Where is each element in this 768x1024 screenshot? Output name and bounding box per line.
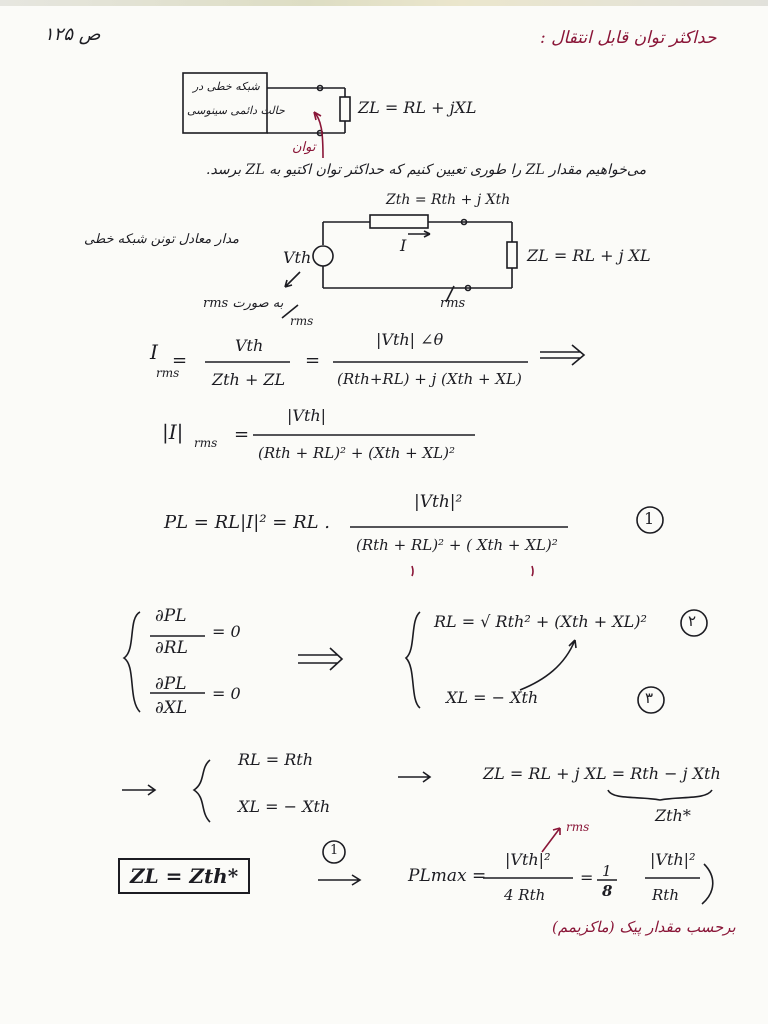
power-arrow-label: توان	[292, 140, 316, 155]
current-label: I	[400, 236, 407, 255]
zl-expression: ZL = RL + j XL = Rth − j Xth	[483, 764, 721, 783]
current-lhs-sub: rms	[156, 366, 180, 380]
solution-xl: XL = − Xth	[446, 688, 539, 707]
thevenin-side-note: مدار معادل تونن شبکه خطی	[84, 232, 239, 247]
pmax-rms-note: rms	[566, 820, 590, 834]
equation-number-2: ۲	[688, 612, 697, 630]
page-number: ص ۱۲۵	[44, 24, 101, 45]
equals-2: =	[234, 424, 250, 445]
pmax-numerator: |Vth|²	[505, 850, 551, 869]
current-lhs: I	[150, 340, 158, 364]
derivative-1-rhs: = 0	[212, 622, 241, 641]
current-denominator: Zth + ZL	[212, 370, 286, 389]
zth-label: Zth = Rth + j Xth	[386, 192, 511, 208]
current-denominator-2: (Rth+RL) + j (Xth + XL)	[337, 370, 522, 388]
power-denominator: (Rth + RL)² + ( Xth + XL)²	[356, 536, 558, 554]
final-result-box: ZL = Zth*	[118, 858, 250, 894]
voltage-source	[313, 246, 333, 266]
derivative-2-numerator: ∂PL	[155, 674, 187, 694]
source-label: Vth	[283, 248, 312, 267]
pmax-denominator-2: Rth	[652, 886, 679, 904]
page-title: حداکثر توان قابل انتقال :	[540, 28, 717, 48]
zth-conjugate: Zth*	[655, 806, 691, 825]
pmax-fraction-denominator: 8	[602, 882, 613, 900]
derivative-1-denominator: ∂RL	[155, 638, 188, 658]
power-numerator: |Vth|²	[414, 492, 463, 512]
rms-right-label: rms	[440, 296, 466, 311]
rms-mark: rms	[290, 314, 314, 328]
magnitude-lhs: |I|	[162, 420, 184, 444]
network-box-label-line-2: حالت دائمی سینوسی	[187, 104, 285, 117]
network-box-label-line-1: شبکه خطی در	[193, 80, 260, 93]
power-lhs: PL = RL|I|² = RL .	[164, 512, 331, 533]
current-numerator-2: |Vth| ∠θ	[376, 330, 444, 349]
equation-number-1: 1	[644, 509, 655, 528]
result-xl: XL = − Xth	[238, 797, 331, 816]
magnitude-denominator: (Rth + RL)² + (Xth + XL)²	[258, 444, 455, 462]
load-impedance-label-1: ZL = RL + jXL	[358, 98, 477, 117]
current-numerator: Vth	[235, 336, 264, 355]
result-rl: RL = Rth	[238, 750, 314, 769]
solution-rl: RL = √ Rth² + (Xth + XL)²	[434, 612, 647, 631]
load-impedance-label-2: ZL = RL + j XL	[527, 246, 651, 265]
equals-1b: =	[305, 350, 321, 371]
pmax-denominator: 4 Rth	[504, 886, 546, 904]
magnitude-lhs-sub: rms	[194, 436, 218, 450]
pmax-peak-note: برحسب مقدار پیک (ماکزیمم)	[552, 918, 736, 936]
pmax-lhs: PLmax =	[408, 866, 487, 886]
via-equation-1: 1	[330, 843, 339, 858]
derivative-1-numerator: ∂PL	[155, 606, 187, 626]
load-resistor-2	[507, 242, 517, 268]
magnitude-numerator: |Vth|	[287, 406, 327, 425]
pmax-fraction-numerator: 1	[602, 862, 612, 880]
zth-resistor	[370, 215, 428, 228]
derivative-2-rhs: = 0	[212, 684, 241, 703]
pmax-equals: =	[580, 868, 594, 887]
problem-statement: می‌خواهیم مقدار ZL را طوری تعیین کنیم که حداکثر توان اکتیو به ZL برسد.	[206, 162, 647, 178]
derivative-2-denominator: ∂XL	[155, 698, 188, 718]
load-resistor-1	[340, 97, 350, 121]
pmax-numerator-2: |Vth|²	[650, 850, 696, 869]
rms-note: به صورت rms	[203, 296, 284, 311]
equation-number-3: ۳	[645, 689, 654, 707]
equals-1a: =	[172, 350, 188, 371]
